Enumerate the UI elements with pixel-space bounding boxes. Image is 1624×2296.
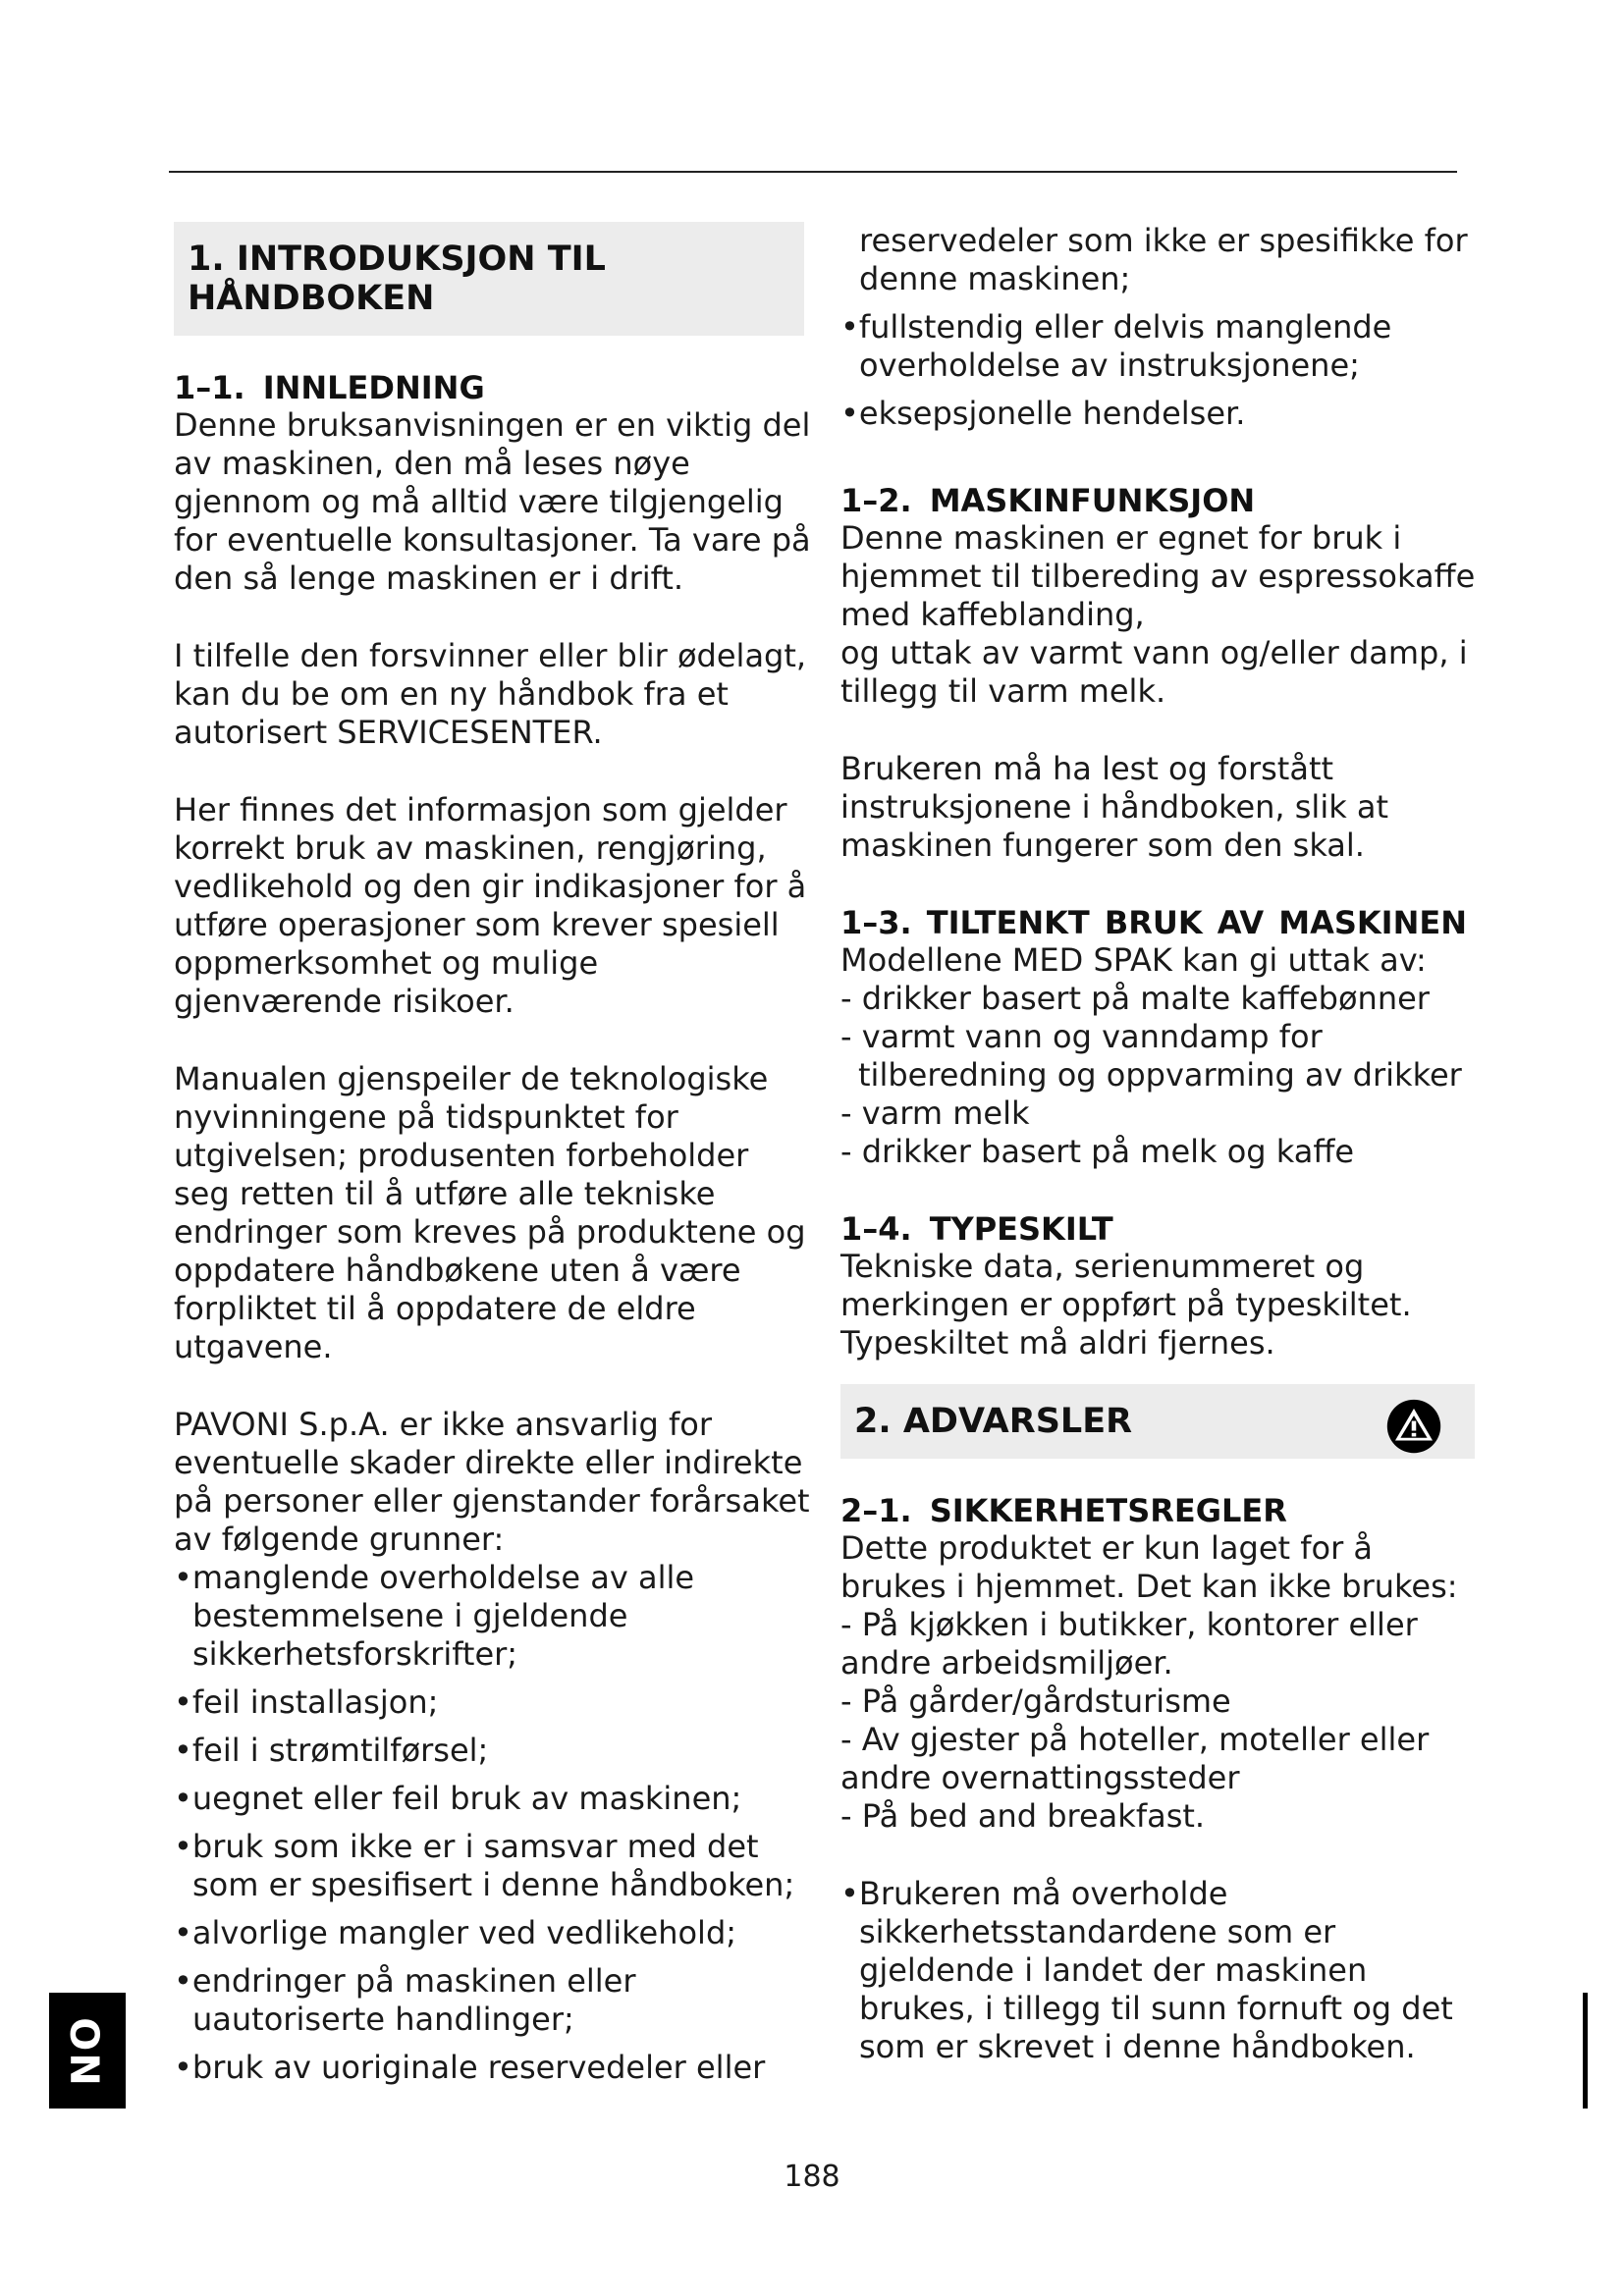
function-paragraph-1: Denne maskinen er egnet for bruk i hjemmet til tilbereding av espressokaffe med kaffeblanding, [840,519,1476,633]
intro-paragraph-3: Her finnes det informasjon som gjelder korrekt bruk av maskinen, rengjøring, vedlikehold og den gir indikasjoner for å utføre operasjoner som krever spesiell oppmerksomhet og mulige gjenværende risikoer. [174,791,807,1020]
section-2-title: 2. ADVARSLER [854,1402,1133,1441]
right-column [840,222,1479,2076]
function-paragraph-1b: og uttak av varmt vann og/eller damp, i tillegg til varm melk. [840,634,1468,710]
list-item: •uegnet eller feil bruk av maskinen; [174,1780,742,1817]
list-item: - drikker basert på melk og kaffe [840,1133,1355,1170]
subhead-1-2: 1–2. MASKINFUNKSJON [840,482,1256,519]
list-item-continued: reservedeler som ikke er spesifikke for denne maskinen; [859,222,1468,297]
section-1-header [174,222,804,336]
list-item: - varm melk [840,1095,1030,1132]
page-number: 188 [784,2160,840,2194]
intended-use-intro: Modellene MED SPAK kan gi uttak av: [840,941,1427,979]
intro-paragraph-1: Denne bruksanvisningen er en viktig del av maskinen, den må leses nøye gjennom og må alltid være tilgjengelig for eventuelle konsultasjoner. Ta vare på den så lenge maskinen er i drift. [174,406,811,597]
left-column [174,222,812,2097]
language-tab-label: NO [64,2015,110,2086]
list-item: •endringer på maskinen eller uautoriserte handlinger; [174,1962,636,2038]
list-item: •feil installasjon; [174,1683,439,1721]
list-item: •eksepsjonelle hendelser. [840,395,1246,432]
list-item: •Brukeren må overholde sikkerhetsstandardene som er gjeldende i landet der maskinen brukes, i tillegg til sunn fornuft og det som er skrevet i denne håndboken. [840,1875,1453,2065]
liability-paragraph: PAVONI S.p.A. er ikke ansvarlig for eventuelle skader direkte eller indirekte på personer eller gjenstander forårsaket av følgende grunner: [174,1406,810,1558]
list-item: •feil i strømtilførsel; [174,1732,489,1769]
section-1-title: 1. INTRODUKSJON TIL HÅNDBOKEN [188,240,606,318]
list-item: - drikker basert på malte kaffebønner [840,980,1430,1017]
subhead-1-4: 1–4. TYPESKILT [840,1210,1113,1248]
intro-paragraph-2: I tilfelle den forsvinner eller blir ødelagt, kan du be om en ny håndbok fra et autorisert SERVICESENTER. [174,637,807,751]
list-item: •bruk som ikke er i samsvar med det som er spesifisert i denne håndboken; [174,1828,795,1903]
subhead-1-3: 1–3. TILTENKT BRUK AV MASKINEN [840,904,1467,941]
language-tab [49,1993,126,2109]
list-item: •bruk av uoriginale reservedeler eller [174,2049,766,2086]
top-rule [169,171,1457,173]
intro-paragraph-4: Manualen gjenspeiler de teknologiske nyvinningene på tidspunktet for utgivelsen; produsenten forbeholder seg retten til å utføre alle tekniske endringer som kreves på produktene og oppdatere håndbøkene uten å være forpliktet til å oppdatere de eldre utgavene. [174,1060,806,1365]
list-item: •fullstendig eller delvis manglende overholdelse av instruksjonene; [840,308,1392,384]
rating-plate-paragraph: Tekniske data, serienummeret og merkingen er oppført på typeskiltet. Typeskiltet må aldri fjernes. [840,1248,1412,1362]
subhead-1-1: 1–1. INNLEDNING [174,369,485,406]
list-item: - Av gjester på hoteller, moteller eller andre overnattingssteder [840,1721,1430,1796]
function-paragraph-2: Brukeren må ha lest og forstått instruksjonene i håndboken, slik at maskinen fungerer som den skal. [840,750,1389,864]
list-item: •alvorlige mangler ved vedlikehold; [174,1914,737,1951]
list-item: - På gårder/gårdsturisme [840,1682,1231,1720]
warning-icon [1382,1398,1445,1455]
section-2-header [840,1384,1475,1459]
subhead-2-1: 2–1. SIKKERHETSREGLER [840,1492,1287,1529]
margin-marker [1583,1993,1588,2109]
list-item: - På bed and breakfast. [840,1797,1206,1835]
list-item: •manglende overholdelse av alle bestemmelsene i gjeldende sikkerhetsforskrifter; [174,1559,695,1673]
list-item: - På kjøkken i butikker, kontorer eller andre arbeidsmiljøer. [840,1606,1418,1682]
list-item: - varmt vann og vanndamp for [840,1018,1323,1055]
list-item-continued: tilberedning og oppvarming av drikker [858,1056,1462,1094]
safety-paragraph: Dette produktet er kun laget for å brukes i hjemmet. Det kan ikke brukes: [840,1529,1458,1605]
